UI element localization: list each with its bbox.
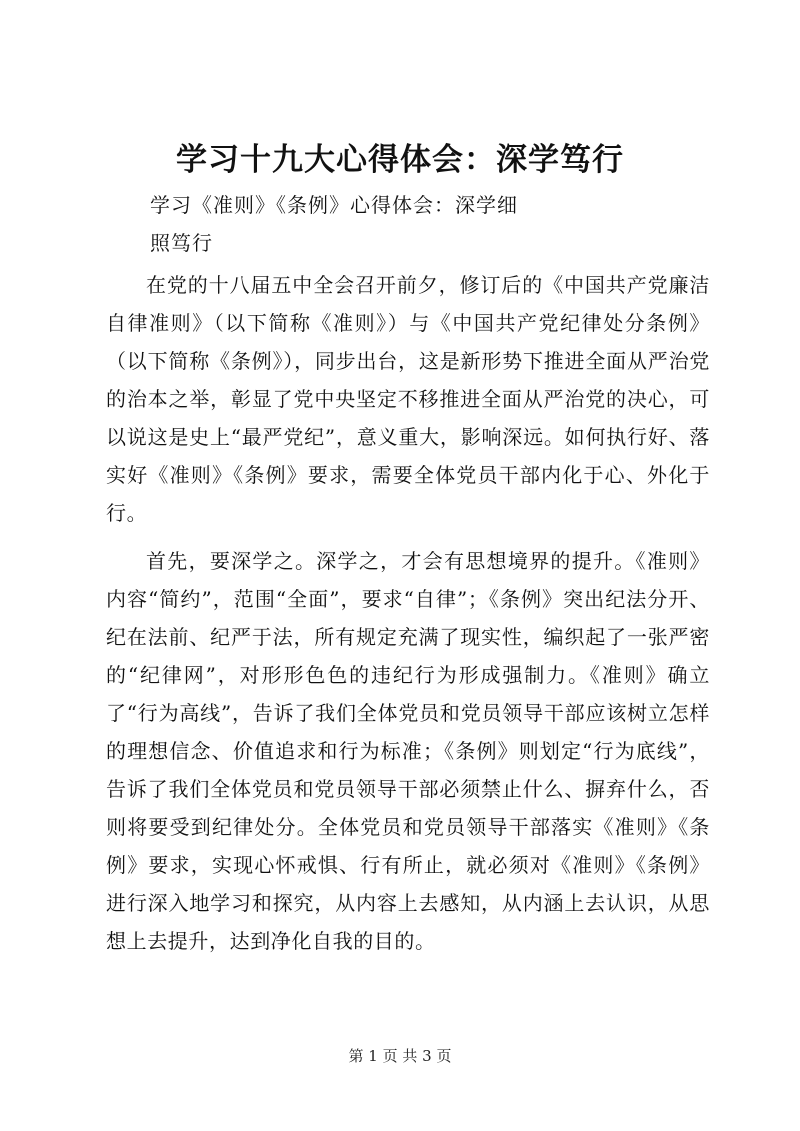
document-subtitle <box>150 186 670 262</box>
page-footer: 第 1 页 共 3 页 <box>348 1047 452 1065</box>
paragraph-1: 在党的十八届五中全会召开前夕，修订后的《中国共产党廉洁自律准则》（以下简称《准则》）与《中国共产党纪律处分条例》（以下简称《条例》），同步出台，这是新形势下推进全面从严治党的治本之举，彰显了党中央坚定不移推进全面从严治党的决心，可以说这是史上“最严党纪”，意义重大，影响深远。如何执行好、落实好《准则》《条例》要求，需要全体党员干部内化于心、外化于行。 <box>106 273 710 525</box>
paragraph-2: 首先，要深学之。深学之，才会有思想境界的提升。《准则》内容“简约”，范围“全面”，要求“自律”；《条例》突出纪法分开、纪在法前、纪严于法，所有规定充满了现实性，编织起了一张严密的“纪律网”，对形形色色的违纪行为形成强制力。《准则》确立了“行为高线”，告诉了我们全体党员和党员领导干部应该树立怎样的理想信念、价值追求和行为标准；《条例》则划定“行为底线”，告诉了我们全体党员和党员领导干部必须禁止什么、摒弃什么，否则将要受到纪律处分。全体党员和党员领导干部落实《准则》《条例》要求，实现心怀戒惧、行有所止，就必须对《准则》《条例》进行深入地学习和探究，从内容上去感知，从内涵上去认识，从思想上去提升，达到净化自我的目的。 <box>106 549 710 953</box>
subtitle-line-1: 学习《准则》《条例》心得体会：深学细 <box>150 193 518 217</box>
document-body <box>106 266 710 960</box>
subtitle-line-2: 照笃行 <box>150 231 213 255</box>
document-title: 学习十九大心得体会：深学笃行 <box>176 142 624 178</box>
